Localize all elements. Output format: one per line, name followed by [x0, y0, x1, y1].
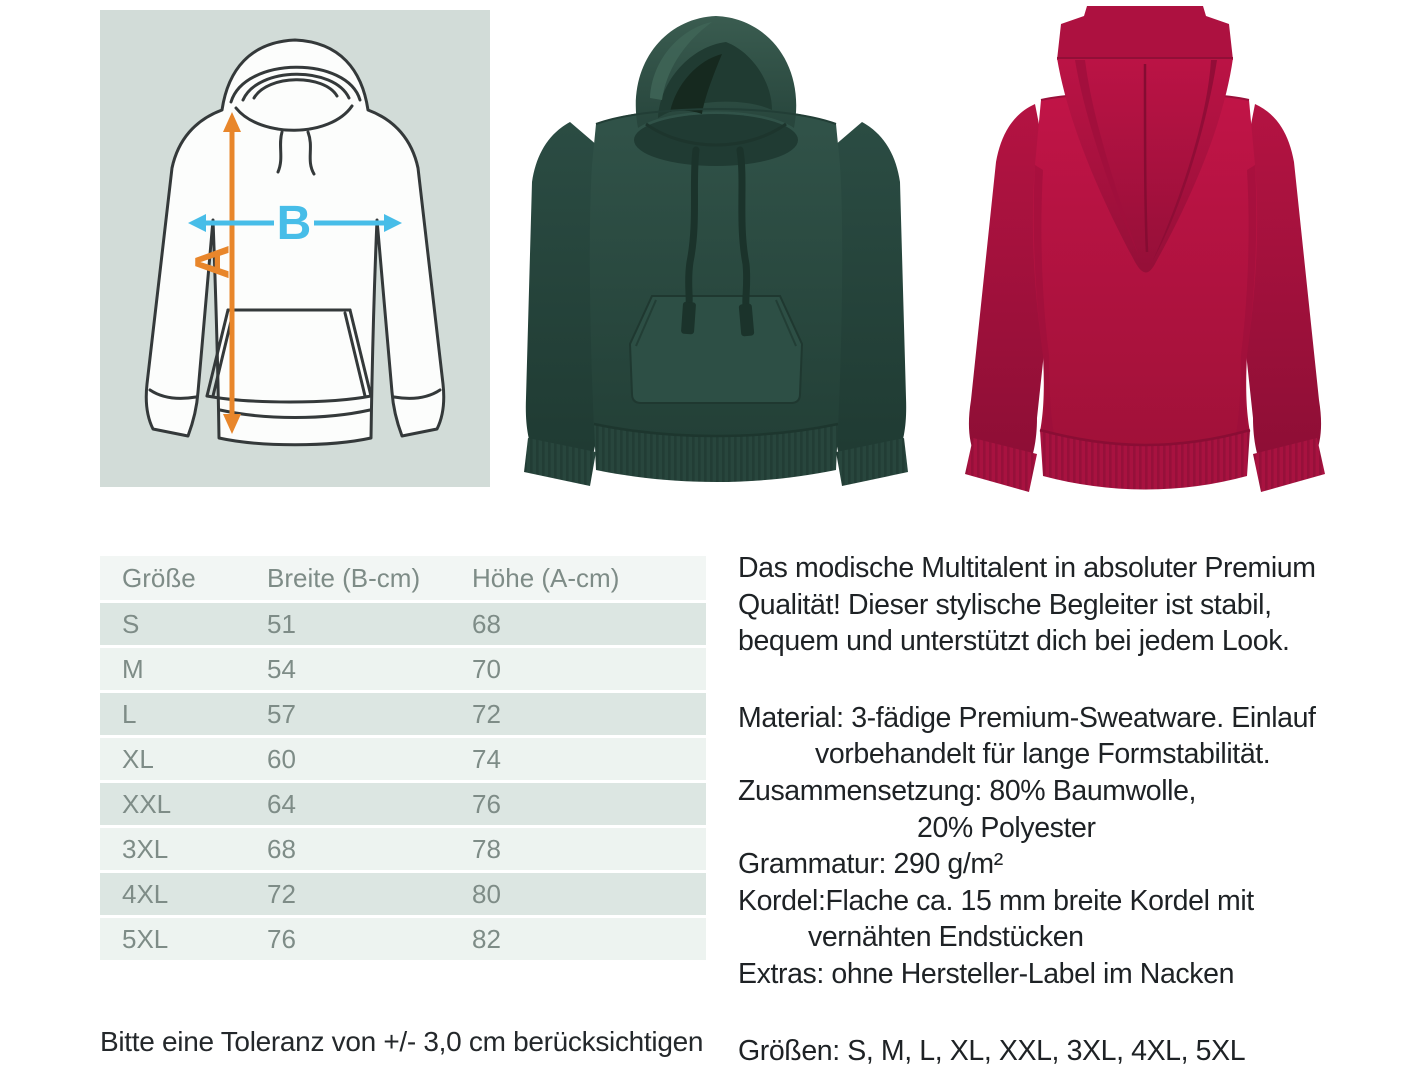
hoodie-front-green-image	[500, 0, 930, 500]
description-line: Material: 3-fädige Premium-Sweatware. Einlauf	[738, 701, 1316, 734]
table-row	[100, 648, 706, 690]
description-line: Qualität! Dieser stylische Begleiter ist stabil,	[738, 588, 1272, 621]
description-line: bequem und unterstützt dich bei jedem Look.	[738, 625, 1290, 658]
size-diagram-image	[100, 10, 490, 487]
description-line: Größen: S, M, L, XL, XXL, 3XL, 4XL, 5XL	[738, 1034, 1246, 1067]
size-cell: 57	[245, 693, 450, 735]
size-cell: 64	[245, 783, 450, 825]
size-cell: 72	[450, 693, 706, 735]
table-row	[100, 873, 706, 915]
size-table-header-row	[100, 556, 706, 600]
size-cell: 51	[245, 603, 450, 645]
tolerance-note: Bitte eine Toleranz von +/- 3,0 cm berücksichtigen	[100, 1026, 704, 1057]
column-header: Größe	[100, 556, 245, 600]
size-cell: 60	[245, 738, 450, 780]
size-cell: L	[100, 693, 245, 735]
hoodie-outline-diagram	[100, 10, 490, 487]
size-cell: 5XL	[100, 918, 245, 960]
size-cell: 76	[450, 783, 706, 825]
size-cell: 82	[450, 918, 706, 960]
table-row	[100, 828, 706, 870]
description-line: Zusammensetzung: 80% Baumwolle,	[738, 774, 1197, 807]
table-row	[100, 603, 706, 645]
description-line: vernähten Endstücken	[808, 921, 1084, 954]
column-header: Breite (B-cm)	[245, 556, 450, 600]
description-line: Extras: ohne Hersteller-Label im Nacken	[738, 957, 1235, 990]
size-cell: 68	[245, 828, 450, 870]
size-cell: 80	[450, 873, 706, 915]
size-cell: M	[100, 648, 245, 690]
hoodie-back-red-image	[935, 0, 1355, 500]
table-row	[100, 783, 706, 825]
table-row	[100, 738, 706, 780]
size-cell: 70	[450, 648, 706, 690]
table-row	[100, 693, 706, 735]
description-line: 20% Polyester	[917, 811, 1096, 844]
size-cell: 72	[245, 873, 450, 915]
size-cell: XL	[100, 738, 245, 780]
size-cell: 3XL	[100, 828, 245, 870]
description-line: Grammatur: 290 g/m²	[738, 848, 1003, 881]
description-line: Kordel:Flache ca. 15 mm breite Kordel mit	[738, 884, 1254, 917]
measure-b-label: B	[276, 197, 312, 250]
size-cell: 78	[450, 828, 706, 870]
product-photo-back	[935, 0, 1355, 500]
size-cell: 54	[245, 648, 450, 690]
size-table	[100, 553, 706, 963]
size-cell: 74	[450, 738, 706, 780]
size-cell: 76	[245, 918, 450, 960]
column-header: Höhe (A-cm)	[450, 556, 706, 600]
description-line: Das modische Multitalent in absoluter Premium	[738, 552, 1316, 584]
size-cell: XXL	[100, 783, 245, 825]
product-photo-front	[500, 0, 930, 500]
size-cell: 68	[450, 603, 706, 645]
size-cell: 4XL	[100, 873, 245, 915]
size-cell: S	[100, 603, 245, 645]
description-line: vorbehandelt für lange Formstabilität.	[815, 738, 1271, 771]
measure-a-label: A	[186, 244, 240, 280]
product-description	[738, 550, 1418, 1069]
table-row	[100, 918, 706, 960]
